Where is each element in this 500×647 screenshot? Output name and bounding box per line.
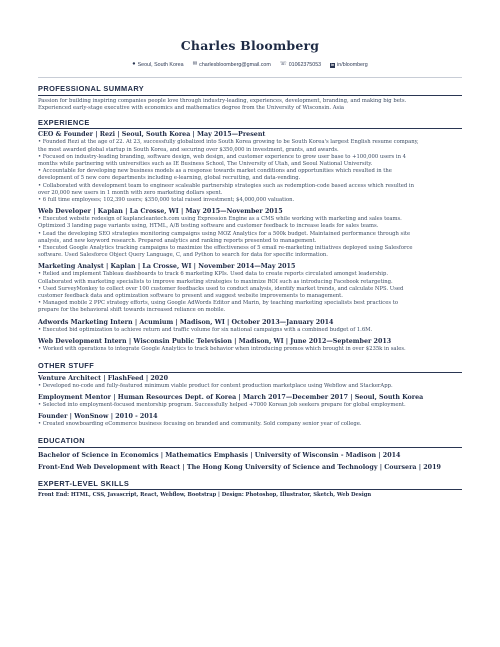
summary-line: Experienced early-stage executive with economics and mathematics degree from the University of Wisconsin. Asia (38, 104, 345, 111)
entry-bullets (38, 346, 462, 353)
contact-location (132, 62, 183, 68)
summary-heading: PROFESSIONAL SUMMARY (38, 84, 462, 96)
other-heading: OTHER STUFF (38, 361, 462, 373)
contact-phone[interactable] (280, 62, 321, 68)
contact-bar (38, 62, 462, 68)
bullet-line: • Lead the developing SEO strategies monitoring campaigns using MOZ Analytics for a 500k budget. Maintained performance through site (38, 230, 411, 237)
entry-heading: Adwords Marketing Intern | Acumium | Madison, WI | October 2013—January 2014 (38, 318, 334, 326)
entry-bullets (38, 383, 462, 390)
location-text: Seoul, South Korea (137, 62, 184, 68)
bullet-line: • Relied and implement Tableau dashboards to track 6 marketing KPIs. Used data to create reports circulated amongst leadership. (38, 271, 389, 278)
other-entry (38, 413, 462, 428)
education-line: Bachelor of Science in Economics | Mathematics Emphasis | University of Wisconsin - Madison | 2014 (38, 451, 401, 459)
skills-heading: EXPERT-LEVEL SKILLS (38, 479, 462, 491)
contact-linkedin[interactable] (330, 62, 368, 68)
bullet-line: over 20,000 new users in 1 month with zero marketing dollars spent. (38, 189, 223, 196)
experience-entry (38, 263, 462, 314)
experience-heading: EXPERIENCE (38, 118, 462, 130)
header-divider (38, 77, 462, 78)
bullet-line: the most awarded global startup in South Korea, and securing over $350,000 in investment, grants, and awards. (38, 146, 339, 153)
envelope-icon: ✉ (192, 61, 198, 68)
skills-line: Front End: HTML, CSS, Javascript, React, Webflow, Bootstrap | Design: Photoshop, Illustrator, Sketch, Web Design (38, 492, 372, 499)
bullet-line: • Developed no-code and fully-featured minimum viable product for content production marketplace using Webflow and StackerApp. (38, 382, 393, 389)
entry-heading: CEO & Founder | Rezi | Seoul, South Korea | May 2015—Present (38, 131, 266, 139)
entry-heading: Founder | WonSnow | 2010 - 2014 (38, 412, 158, 420)
bullet-line: • Worked with operations to integrate Google Analytics to track behavior when introducing promos which brought in over $235k in sales. (38, 345, 406, 352)
bullet-line: • 6 full time employees; 102,390 users; $350,000 total raised investment; $4,000,000 valuation. (38, 197, 295, 204)
bullet-line: • Collaborated with development team to engineer scaleable partnership strategies such as redemption-code based access which resulted in (38, 182, 414, 189)
other-entry (38, 375, 462, 390)
entry-bullets (38, 216, 462, 259)
entry-bullets (38, 421, 462, 428)
other-entry (38, 394, 462, 409)
entry-heading: Marketing Analyst | Kaplan | La Crosse, WI | November 2014—May 2015 (38, 263, 296, 271)
candidate-name: Charles Bloomberg (180, 38, 320, 53)
education-heading: EDUCATION (38, 436, 462, 448)
bullet-line: • Created snowboarding eCommerce business focusing on branded and community. Sold company senior year of college. (38, 420, 362, 427)
bullet-line: Collaborated with marketing specialists to improve marketing strategies to maximize ROI such as introducing Facebook retargeting. (38, 278, 393, 285)
bullet-line: • Used SurveyMonkey to collect over 100 customer feedbacks used to conduct analysis, identify market trends, and calculate NPS. Used (38, 285, 404, 292)
entry-heading: Venture Architect | FlashFeed | 2020 (38, 374, 169, 382)
bullet-line: software. Used Salesforce Object Query Language, C, and Python to search for data for specific information. (38, 252, 328, 259)
skills-section (38, 479, 462, 499)
bullet-line: • Executed bid optimization to achieve return and traffic volume for six national campaigns with a combined budget of 1.6M. (38, 326, 373, 333)
linkedin-icon: in (330, 62, 335, 67)
entry-bullets (38, 327, 462, 334)
other-section (38, 361, 462, 428)
phone-icon: ☏ (279, 61, 287, 68)
map-pin-icon: ● (132, 61, 136, 68)
bullet-line: analysis, and new keyword research. Prepared analytics and ranking reports presented to management. (38, 237, 317, 244)
entry-bullets (38, 271, 462, 314)
experience-entry (38, 131, 462, 204)
education-line: Front-End Web Development with React | The Hong Kong University of Science and Technology | Coursera | 2019 (38, 463, 441, 471)
entry-bullets (38, 139, 462, 204)
summary-line: Passion for building inspiring companies people love through industry-leading, experiences, development, branding, and making big bets. (38, 97, 407, 104)
bullet-line: prepare for the behavioral shift towards increased reliance on mobile. (38, 307, 226, 314)
bullet-line: customer feedback data and optimization software to present and suggest website improvements to management. (38, 293, 343, 300)
experience-entry (38, 338, 462, 353)
experience-entry (38, 208, 462, 259)
bullet-line: • Founded Rezi at the age of 22. At 23, successfully globalized into South Korea growing to be South Korea's largest English resume company, (38, 139, 419, 146)
phone-text[interactable]: 01062375053 (288, 62, 322, 68)
summary-section (38, 84, 462, 112)
linkedin-text[interactable]: in/bloomberg (337, 62, 368, 68)
bullet-line: months while partnering with universities such as IE Business School, The University of Utah, and Seoul National University. (38, 161, 373, 168)
bullet-line: • Accountable for developing new business models as a response towards market conditions and opportunities which resulted in the (38, 168, 392, 175)
entry-heading: Employment Mentor | Human Resources Dept. of Korea | March 2017—December 2017 | Seoul, South Korea (38, 393, 424, 401)
bullet-line: development of 5 new core departments including e-learning, global recruiting, and data-vending. (38, 175, 301, 182)
experience-section (38, 118, 462, 353)
bullet-line: • Managed mobile 2 PPC strategy efforts, using Google AdWords Editor and Marin, by teaching marketing specialists best practices to (38, 300, 398, 307)
bullet-line: • Selected into employment-focused mentorship program. Successfully helped +7000 Korean job seekers prepare for global employment. (38, 401, 406, 408)
contact-email[interactable] (193, 62, 271, 68)
experience-entry (38, 319, 462, 334)
entry-heading: Web Developer | Kaplan | La Crosse, WI | May 2015—November 2015 (38, 208, 283, 216)
bullet-line: • Focused on industry-leading branding, software design, web design, and customer experience to grow user base to +100,000 users in 4 (38, 153, 406, 160)
education-section (38, 436, 462, 474)
entry-heading: Web Development Intern | Wisconsin Public Television | Madison, WI | June 2012—September 2013 (38, 337, 392, 345)
entry-bullets (38, 402, 462, 409)
bullet-line: • Executed website redesign of kaplancleantech.com using Expression Engine as a CMS while working with marketing and sales teams. (38, 216, 402, 223)
summary-text (38, 98, 462, 112)
bullet-line: Optimized 3 landing page variants using, HTML, A/B testing software and customer feedback to increase leads for sales teams. (38, 223, 379, 230)
email-text[interactable]: charlesbloomberg@gmail.com (199, 62, 271, 68)
bullet-line: • Executed Google Analytics tracking campaigns to maximize the effectiveness of 5 email re-marketing initiatives deployed using Salesforce (38, 245, 413, 252)
